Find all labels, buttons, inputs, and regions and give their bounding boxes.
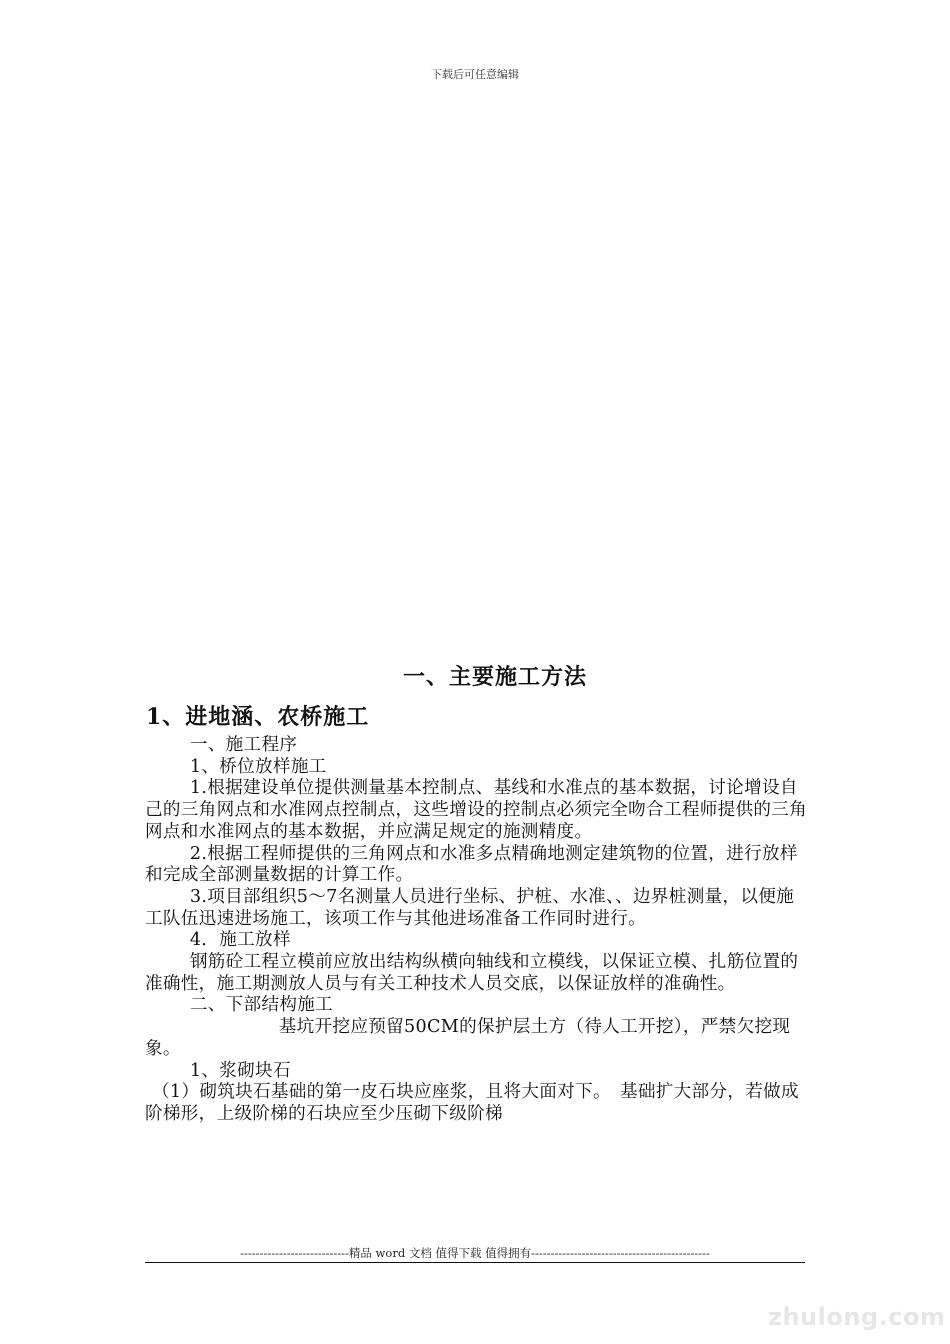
paragraph-formwork: 钢筋砼工程立模前应放出结构纵横向轴线和立模线，以保证立模、扎筋位置的准确性，施工期测放人员与有关工种技术人员交底，以保证放样的准确性。: [145, 952, 799, 994]
paragraph-masonry-1: （1）砌筑块石基础的第一皮石块应座浆，且将大面对下。 基础扩大部分，若做成阶梯形，上级阶梯的石块应至少压砌下级阶梯: [145, 1082, 799, 1124]
paragraph-masonry: 1、浆砌块石: [189, 1060, 291, 1081]
paragraph-excavation: 基坑开挖应预留50CM的保护层土方（待人工开挖），严禁欠挖现象。: [145, 1017, 791, 1059]
footer-note: ----------------------------精品 word 文档 值得下载 值得拥有----------------------------------------------: [240, 1246, 710, 1260]
paragraph-item-4: 4．施工放样: [189, 930, 291, 951]
header-note: 下载后可任意编辑: [431, 68, 519, 81]
section-heading: 1、进地涵、农桥施工: [146, 704, 370, 730]
watermark-logo: zhulong.com: [768, 1303, 946, 1331]
paragraph-item-2: 2.根据工程师提供的三角网点和水准多点精确地测定建筑物的位置，进行放样和完成全部测量数据的计算工作。: [145, 843, 798, 886]
paragraph-construction-procedure: 一、施工程序: [189, 735, 298, 755]
document-title: 一、主要施工方法: [402, 664, 587, 690]
footer-divider: [145, 1262, 805, 1263]
paragraph-substructure: 二、下部结构施工: [189, 995, 334, 1016]
document-body: [145, 735, 811, 1126]
paragraph-item-1: 1.根据建设单位提供测量基本控制点、基线和水准点的基本数据，讨论增设自己的三角网点和水准网点控制点，这些增设的控制点必须完全吻合工程师提供的三角网点和水准网点的基本数据，并应满足规定的施测精度。: [145, 778, 808, 842]
paragraph-bridge-layout: 1、桥位放样施工: [189, 756, 327, 777]
paragraph-item-3: 3.项目部组织5～7名测量人员进行坐标、护桩、水准、、边界桩测量，以便施工队伍迅速进场施工，该项工作与其他进场准备工作同时进行。: [145, 886, 795, 929]
